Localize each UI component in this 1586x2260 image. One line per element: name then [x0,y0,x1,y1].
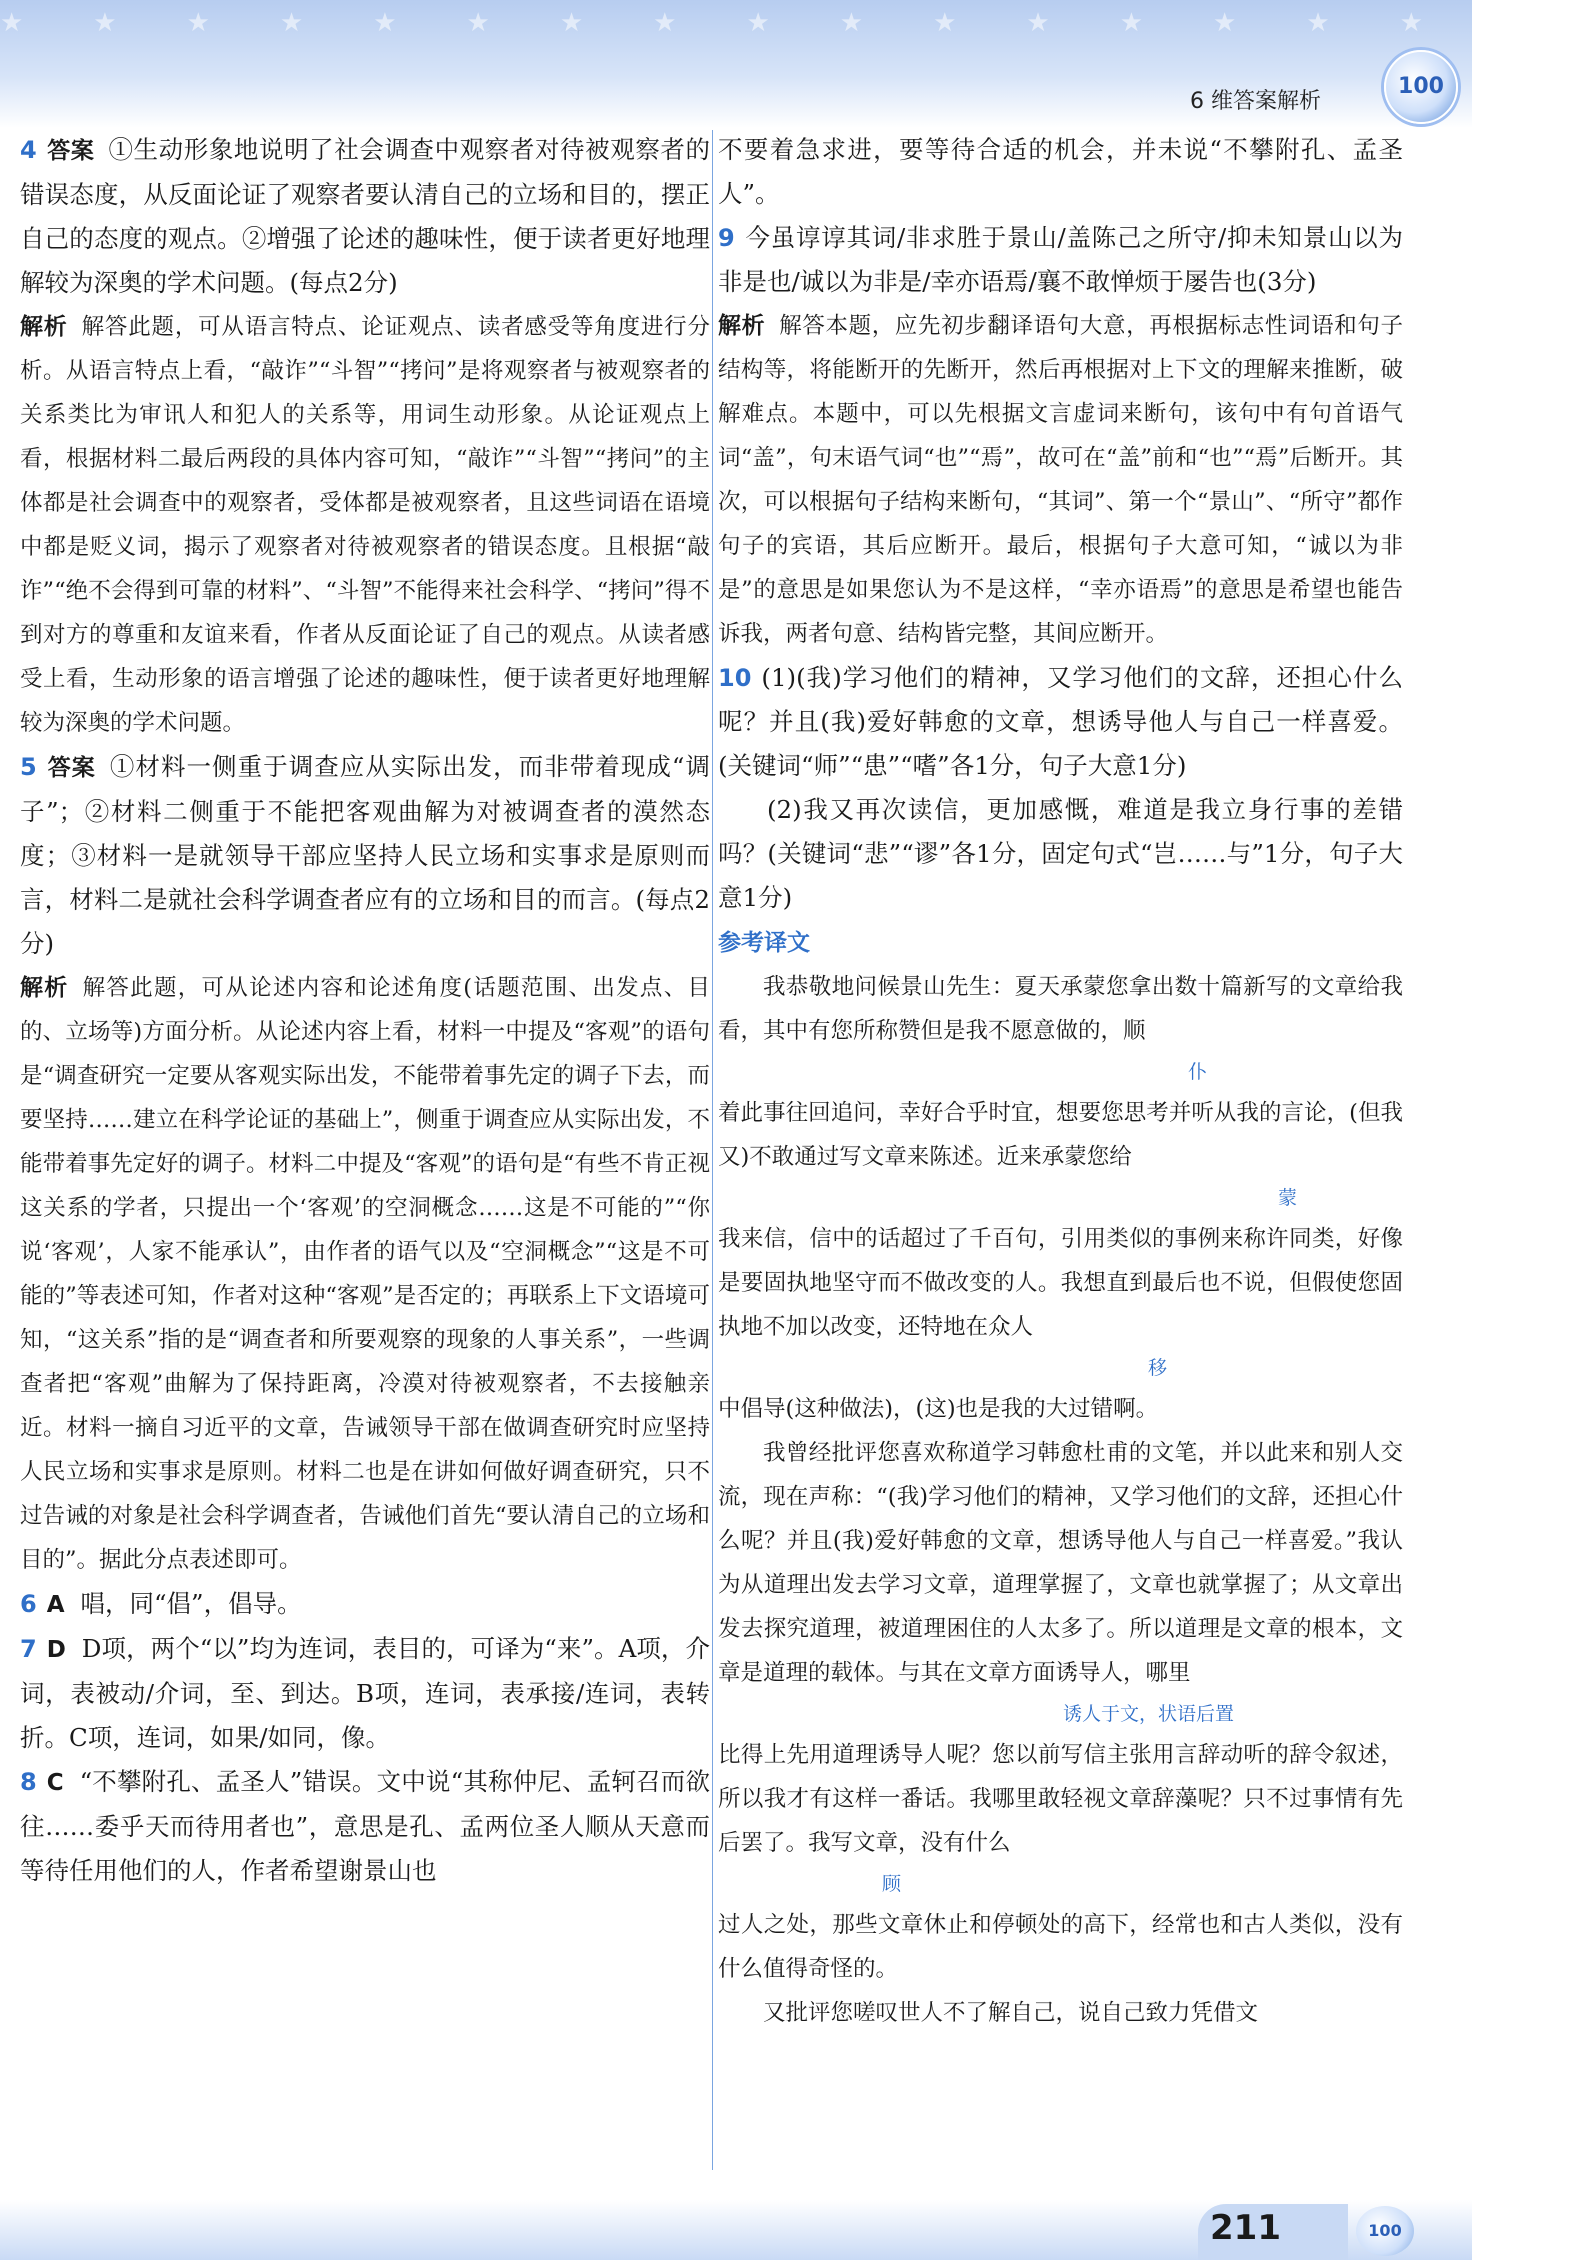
annotation-text: 诱人于文，状语后置 [1063,1703,1235,1725]
question-number: 8 [20,1768,37,1796]
translation-line: 我曾经批评您喜欢称道学习韩愈杜甫的文笔，并以此来和别人交流，现在声称：“(我)学习他们的精神，又学习他们的文辞，还担心什么呢？并且(我)爱好韩愈的文章，想诱导他人与自己一样喜爱。”我认为从道理出发去学习文章，道理掌握了，文章也就掌握了；从文章出发去探究道理，被道理困住的人太多了。所以道理是文章的根本，文章是道理的载体。与其在文章方面诱导人，哪里 [718,1440,1403,1686]
q8-answer [20,1760,710,1893]
answer-text: D项，两个“以”均为连词，表目的，可译为“来”。A项，介词，表被动/介词，至、到达。B项，连词，表承接/连词，表转折。C项，连词，如果/如同，像。 [20,1634,710,1752]
answer-text: “不攀附孔、孟圣人”错误。文中说“其称仲尼、孟轲召而欲往……委乎天而待用者也”，意思是孔、孟两位圣人顺从天意而等待任用他们的人，作者希望谢景山也 [20,1767,710,1885]
q8-answer-continued: 不要着急求进，要等待合适的机会，并未说“不攀附孔、孟圣人”。 [718,135,1403,208]
question-number: 4 [20,136,37,164]
analysis-text: 解答本题，应先初步翻译语句大意，再根据标志性词语和句子结构等，将能断开的先断开，然后再根据对上下文的理解来推断，破解难点。本题中，可以先根据文言虚词来断句，该句中有句首语气词“盖”，句末语气词“也”“焉”，故可在“盖”前和“也”“焉”后断开。其次，可以根据句子结构来断句，“其词”、第一个“景山”、“所守”都作句子的宾语，其后应断开。最后，根据句子大意可知，“诚以为非是”的意思是如果您认为不是这样，“幸亦语焉”的意思是希望也能告诉我，两者句意、结构皆完整，其间应断开。 [718,313,1403,647]
annotation-note [718,1865,1403,1903]
reference-translation-title [718,920,1403,965]
mascot-footer-icon: 100 [1356,2206,1414,2256]
question-number: 10 [718,664,752,692]
translation-line: 我恭敬地问候景山先生：夏天承蒙您拿出数十篇新写的文章给我看，其中有您所称赞但是我不愿意做的，顺 [718,974,1403,1044]
page-number: 211 [1210,2208,1281,2248]
option-letter: A [46,1592,65,1618]
answer-text: (1)(我)学习他们的精神，又学习他们的文辞，还担心什么呢？并且(我)爱好韩愈的文章，想诱导他人与自己一样喜爱。(关键词“师”“患”“嗜”各1分，句子大意1分) [718,663,1403,780]
translation-line: 比得上先用道理诱导人呢？您以前写信主张用言辞动听的辞令叙述，所以我才有这样一番话。我哪里敢轻视文章辞藻呢？只不过事情有先后罢了。我写文章，没有什么 [718,1742,1403,1856]
answer-text: ①材料一侧重于调查应从实际出发，而非带着现成“调子”；②材料二侧重于不能把客观曲解为对被调查者的漠然态度；③材料一是就领导干部应坚持人民立场和实事求是原则而言，材料二是就社会科学调查者应有的立场和目的而言。(每点2分) [20,752,711,958]
annotation-text: 顾 [882,1873,902,1895]
answer-text: 唱，同“倡”，倡导。 [80,1589,302,1618]
question-number: 6 [20,1590,37,1618]
q9-analysis [718,304,1403,656]
star-pattern-decoration: ★★★★★★★★★★★★★★★★★ [0,8,1586,38]
q9-answer [718,216,1403,304]
question-number: 9 [718,224,735,252]
annotation-text: 移 [1148,1357,1168,1379]
annotation-note [718,1053,1403,1091]
answer-text: 今虽谆谆其词/非求胜于景山/盖陈己之所守/抑未知景山以为非是也/诚以为非是/幸亦语焉/襄不敢惮烦于屡告也(3分) [718,223,1403,296]
annotation-text: 仆 [1188,1061,1208,1083]
option-letter: D [46,1637,66,1663]
analysis-text: 解答此题，可从论述内容和论述角度(话题范围、出发点、目的、立场等)方面分析。从论述内容上看，材料一中提及“客观”的语句是“调查研究一定要从客观实际出发，不能带着事先定的调子下去，而要坚持……建立在科学论证的基础上”，侧重于调查应从实际出发，不能带着事先定好的调子。材料二中提及“客观”的语句是“有些不肯正视这关系的学者，只提出一个‘客观’的空洞概念……这是不可能的”“你说‘客观’，人家不能承认”，由作者的语气以及“空洞概念”“这是不可能的”等表述可知，作者对这种“客观”是否定的；再联系上下文语境可知，“这关系”指的是“调查者和所要观察的现象的人事关系”，一些调查者把“客观”曲解为了保持距离，冷漠对待被观察者，不去接触亲近。材料一摘自习近平的文章，告诫领导干部在做调查研究时应坚持人民立场和实事求是原则。材料二也是在讲如何做好调查研究，只不过告诫的对象是社会科学调查者，告诫他们首先“要认清自己的立场和目的”。据此分点表述即可。 [20,975,711,1573]
answer-label: 答案 [46,138,95,164]
analysis-label: 解析 [718,313,766,339]
right-column [718,128,1403,2035]
analysis-label: 解析 [20,314,68,340]
question-number: 7 [20,1635,37,1663]
column-divider [712,130,713,2170]
translation-line: 着此事往回追问，幸好合乎时宜，想要您思考并听从我的言论，(但我又)不敢通过写文章来陈述。近来承蒙您给 [718,1100,1403,1170]
answer-label: 答案 [46,755,96,781]
option-letter: C [46,1770,64,1796]
section-header-label: 6 维答案解析 [1190,89,1321,114]
q6-answer [20,1582,710,1627]
translation-line: 又批评您嗟叹世人不了解自己，说自己致力凭借文 [763,2000,1259,2026]
q10-part1 [718,656,1403,788]
translation-line: 我来信，信中的话超过了千百句，引用类似的事例来称许同类，好像是要固执地坚守而不做改变的人。我想直到最后也不说，但假使您固执地不加以改变，还特地在众人 [718,1226,1403,1340]
analysis-label: 解析 [20,975,69,1001]
question-number: 5 [20,753,37,781]
q10-part2: (2)我又再次读信，更加感慨，难道是我立身行事的差错吗？(关键词“悲”“谬”各1分，固定句式“岂……与”1分，句子大意1分) [718,795,1403,912]
annotation-note [718,1349,1403,1387]
q4-answer [20,128,710,305]
q7-answer [20,1627,710,1760]
ref-title-text: 参考译文 [718,930,810,956]
q5-analysis [20,966,710,1582]
translation-line: 过人之处，那些文章休止和停顿处的高下，经常也和古人类似，没有什么值得奇怪的。 [718,1912,1403,1982]
annotation-text: 蒙 [1278,1187,1298,1209]
q4-analysis [20,305,710,745]
analysis-text: 解答此题，可从语言特点、论证观点、读者感受等角度进行分析。从语言特点上看，“敲诈”“斗智”“拷问”是将观察者与被观察者的关系类比为审讯人和犯人的关系等，用词生动形象。从论证观点上看，根据材料二最后两段的具体内容可知，“敲诈”“斗智”“拷问”的主体都是社会调查中的观察者，受体都是被观察者，且这些词语在语境中都是贬义词，揭示了观察者对待被观察者的错误态度。且根据“敲诈”“绝不会得到可靠的材料”、“斗智”不能得来社会科学、“拷问”得不到对方的尊重和友谊来看，作者从反面论证了自己的观点。从读者感受上看，生动形象的语言增强了论述的趣味性，便于读者更好地理解较为深奥的学术问题。 [20,314,710,736]
answer-text: ①生动形象地说明了社会调查中观察者对待被观察者的错误态度，从反面论证了观察者要认清自己的立场和目的，摆正自己的态度的观点。②增强了论述的趣味性，便于读者更好地理解较为深奥的学术问题。(每点2分) [20,135,710,297]
q5-answer [20,745,710,966]
annotation-note [718,1695,1403,1733]
translation-line: 中倡导(这种做法)，(这)也是我的大过错啊。 [718,1396,1159,1422]
annotation-note [718,1179,1403,1217]
mascot-logo-icon: 100 [1384,50,1458,124]
left-column [20,128,710,1893]
